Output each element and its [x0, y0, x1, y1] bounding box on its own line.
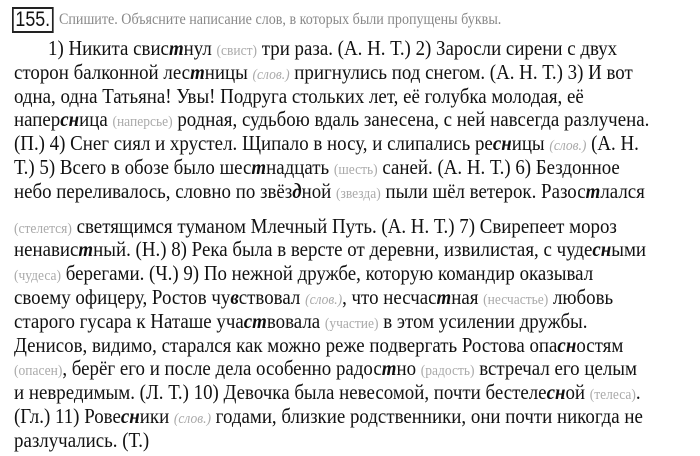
check-word-hint: (участие) [324, 315, 379, 332]
dictionary-word-note: (слов.) [173, 411, 211, 427]
inserted-letters: т [168, 36, 184, 60]
text-segment: (Гл.) 11) Рове [14, 404, 121, 428]
dictionary-word-note: (слов.) [305, 292, 343, 308]
check-word-hint: (радость) [420, 363, 475, 380]
inserted-letters: сн [60, 107, 80, 132]
inserted-letters: сн [557, 332, 577, 357]
text-segment: любовь [548, 285, 614, 309]
check-word-hint: (несчастье) [483, 292, 549, 308]
inserted-letters: т [381, 356, 397, 381]
text-line [14, 333, 623, 357]
text-segment: саней. (А. Н. Т.) 6) Бездонное [377, 155, 620, 179]
check-word-hint: (шесть) [333, 162, 378, 178]
text-segment: напер [14, 107, 61, 132]
inserted-letters: сн [120, 404, 140, 428]
text-segment: лался [600, 178, 645, 203]
text-segment: ный. (Н.) 8) Река была в версте от деревни, извилистая, с чуде [93, 237, 593, 262]
exercise-task: Спишите. Объясните написание слов, в которых были пропущены буквы. [58, 11, 502, 28]
check-word-hint: (телеса) [589, 387, 636, 404]
text-segment: 1) Никита свис [48, 36, 169, 60]
text-segment: ики [139, 404, 174, 428]
text-segment: и невредимым. (Л. Т.) 10) Девочка была невесомой, почти бестеле [14, 380, 547, 405]
text-segment: (А. Н. [586, 131, 639, 156]
text-segment: Т.) 5) Всего в обозе было шес [14, 155, 252, 179]
text-segment: , берёг его и после дела особенно радос [62, 356, 382, 381]
text-segment: встречал его целым [474, 356, 637, 381]
text-segment: надцать [266, 155, 334, 179]
dictionary-word-note: (слов.) [549, 138, 587, 155]
inserted-letters: в [230, 285, 239, 309]
text-line [14, 428, 149, 452]
text-segment: одна, одна Татьяна! Увы! Подруга стольких лет, её голубка молодая, её [14, 83, 584, 108]
text-segment: нул [183, 36, 217, 60]
inserted-letters: т [436, 285, 452, 309]
inserted-letters: т [78, 237, 94, 262]
inserted-letters: сн [492, 131, 512, 156]
inserted-letters: д [292, 178, 302, 203]
text-segment: старого гусара к Наташе уча [14, 308, 244, 333]
text-segment: три раза. (А. Н. Т.) 2) Заросли сирени с двух [257, 36, 618, 60]
text-segment: годами, близкие родственники, они почти никогда не [210, 404, 643, 428]
text-line [14, 179, 645, 206]
check-word-hint: (чудеса) [14, 268, 62, 285]
text-segment: разлучались. (Т.) [14, 427, 150, 452]
text-segment: ица [79, 107, 113, 132]
text-segment: светящимся туманом Млечный Путь. (А. Н. Т.) 7) Свирепеет мороз [71, 213, 617, 238]
text-segment: ыми [611, 237, 647, 262]
check-word-hint: (опасен) [14, 363, 63, 380]
inserted-letters: сн [546, 380, 566, 405]
text-line [14, 84, 584, 108]
check-word-hint: (звезда) [336, 185, 381, 202]
text-segment: небо переливалось, словно по звёз [14, 178, 293, 203]
text-segment: ненавис [14, 237, 79, 262]
text-segment: . [635, 380, 641, 405]
check-word-hint: (свист) [216, 43, 258, 59]
text-segment: остям [576, 332, 624, 357]
text-segment: сторон балконной лес [14, 59, 191, 84]
text-segment: ицы [511, 131, 550, 156]
exercise-header [12, 7, 561, 33]
text-segment: но [396, 356, 421, 381]
text-segment: своему офицеру, Ростов чу [14, 285, 231, 309]
text-segment: Денисов, видимо, старался как можно реже подвергать Ростова опа [14, 332, 558, 357]
text-segment: ной [301, 178, 337, 203]
text-line [14, 237, 646, 261]
text-segment: в этом усилении дружбы. [378, 308, 588, 333]
text-segment: родная, судьбою вдаль занесена, с ней навсегда разлучена. [172, 107, 650, 132]
inserted-letters: т [190, 59, 205, 84]
check-word-hint: (наперсье) [112, 114, 173, 131]
inserted-letters: т [585, 178, 601, 203]
text-segment: ницы [204, 59, 253, 84]
dictionary-word-note: (слов.) [252, 66, 290, 83]
inserted-letters: т [251, 155, 267, 179]
check-word-hint: (стелется) [14, 220, 72, 237]
text-segment: ная [451, 285, 484, 309]
text-segment: , что несчас [342, 285, 437, 309]
inserted-letters: ст [243, 308, 267, 333]
text-segment: вовала [266, 308, 325, 333]
inserted-letters: сн [592, 237, 612, 262]
text-segment: берегами. (Ч.) 9) По нежной дружбе, которую командир оказывал [61, 261, 594, 286]
text-segment: пригнулись под снегом. (А. Н. Т.) 3) И вот [289, 59, 633, 84]
text-segment: ой [565, 380, 590, 405]
text-segment: ствовал [238, 285, 306, 309]
text-segment: (П.) 4) Снег сиял и хрустел. Щипало в носу, и слипались ре [14, 131, 493, 156]
text-segment: пыли шёл ветерок. Разос [380, 178, 586, 203]
exercise-number: 155. [12, 7, 54, 33]
